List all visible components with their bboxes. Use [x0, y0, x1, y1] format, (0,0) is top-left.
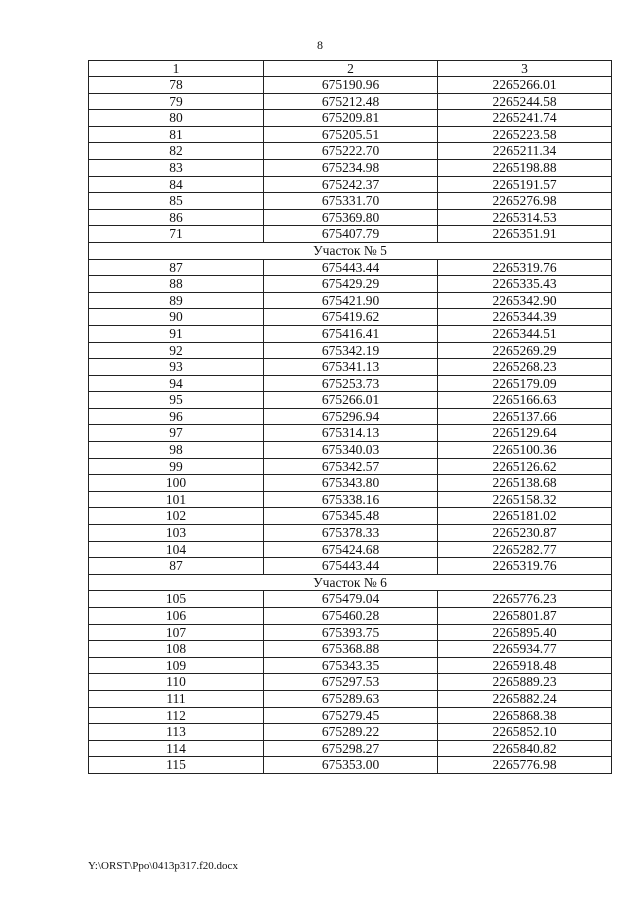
- table-body: [89, 61, 612, 774]
- y-coordinate-cell: 2265319.76: [438, 259, 612, 276]
- x-coordinate-cell: 675340.03: [264, 442, 438, 459]
- table-row: [89, 93, 612, 110]
- table-row: [89, 525, 612, 542]
- y-coordinate-cell: 2265276.98: [438, 193, 612, 210]
- y-coordinate-cell: 2265269.29: [438, 342, 612, 359]
- x-coordinate-cell: 675296.94: [264, 408, 438, 425]
- page-number: 8: [317, 38, 323, 52]
- point-number-cell: 115: [89, 757, 264, 774]
- table-row: [89, 143, 612, 160]
- x-coordinate-cell: 675253.73: [264, 375, 438, 392]
- point-number-cell: 92: [89, 342, 264, 359]
- table-row: [89, 209, 612, 226]
- y-coordinate-cell: 2265801.87: [438, 608, 612, 625]
- x-coordinate-cell: 675460.28: [264, 608, 438, 625]
- y-coordinate-cell: 2265852.10: [438, 724, 612, 741]
- y-coordinate-cell: 2265342.90: [438, 292, 612, 309]
- x-coordinate-cell: 675429.29: [264, 276, 438, 293]
- table-row: [89, 591, 612, 608]
- x-coordinate-cell: 675353.00: [264, 757, 438, 774]
- table-row: [89, 740, 612, 757]
- y-coordinate-cell: 2265211.34: [438, 143, 612, 160]
- table-row: [89, 757, 612, 774]
- table-row: [89, 126, 612, 143]
- x-coordinate-cell: 675242.37: [264, 176, 438, 193]
- table-row: [89, 375, 612, 392]
- point-number-cell: 71: [89, 226, 264, 243]
- point-number-cell: 101: [89, 491, 264, 508]
- y-coordinate-cell: 2265268.23: [438, 359, 612, 376]
- table-row: [89, 159, 612, 176]
- point-number-cell: 88: [89, 276, 264, 293]
- point-number-cell: 109: [89, 657, 264, 674]
- x-coordinate-cell: 675419.62: [264, 309, 438, 326]
- y-coordinate-cell: 2265344.51: [438, 325, 612, 342]
- table-row: [89, 292, 612, 309]
- x-coordinate-cell: 675368.88: [264, 641, 438, 658]
- x-coordinate-cell: 675421.90: [264, 292, 438, 309]
- table-row: [89, 641, 612, 658]
- x-coordinate-cell: 675341.13: [264, 359, 438, 376]
- point-number-cell: 94: [89, 375, 264, 392]
- table-row: [89, 259, 612, 276]
- point-number-cell: 87: [89, 558, 264, 575]
- point-number-cell: 105: [89, 591, 264, 608]
- point-number-cell: 80: [89, 110, 264, 127]
- point-number-cell: 85: [89, 193, 264, 210]
- section-heading-row: [89, 242, 612, 259]
- y-coordinate-cell: 2265314.53: [438, 209, 612, 226]
- y-coordinate-cell: 2265918.48: [438, 657, 612, 674]
- point-number-cell: 104: [89, 541, 264, 558]
- y-coordinate-cell: 2265934.77: [438, 641, 612, 658]
- x-coordinate-cell: 675190.96: [264, 77, 438, 94]
- table-row: [89, 674, 612, 691]
- section-heading: Участок № 5: [89, 242, 612, 259]
- x-coordinate-cell: 675479.04: [264, 591, 438, 608]
- point-number-cell: 110: [89, 674, 264, 691]
- y-coordinate-cell: 2265179.09: [438, 375, 612, 392]
- y-coordinate-cell: 2265158.32: [438, 491, 612, 508]
- point-number-cell: 103: [89, 525, 264, 542]
- table-row: [89, 690, 612, 707]
- x-coordinate-cell: 675209.81: [264, 110, 438, 127]
- y-coordinate-cell: 2265100.36: [438, 442, 612, 459]
- table-row: [89, 193, 612, 210]
- table-row: [89, 475, 612, 492]
- point-number-cell: 91: [89, 325, 264, 342]
- point-number-cell: 97: [89, 425, 264, 442]
- point-number-cell: 87: [89, 259, 264, 276]
- x-coordinate-cell: 675331.70: [264, 193, 438, 210]
- point-number-cell: 102: [89, 508, 264, 525]
- point-number-cell: 90: [89, 309, 264, 326]
- x-coordinate-cell: 675343.35: [264, 657, 438, 674]
- y-coordinate-cell: 2265223.58: [438, 126, 612, 143]
- point-number-cell: 114: [89, 740, 264, 757]
- x-coordinate-cell: 675343.80: [264, 475, 438, 492]
- footer-file-path: Y:\ORST\Ppo\0413p317.f20.docx: [88, 860, 238, 872]
- x-coordinate-cell: 675424.68: [264, 541, 438, 558]
- x-coordinate-cell: 675443.44: [264, 558, 438, 575]
- y-coordinate-cell: 2265344.39: [438, 309, 612, 326]
- table-row: [89, 392, 612, 409]
- point-number-cell: 108: [89, 641, 264, 658]
- table-row: [89, 491, 612, 508]
- y-coordinate-cell: 2265882.24: [438, 690, 612, 707]
- table-row: [89, 110, 612, 127]
- point-number-cell: 111: [89, 690, 264, 707]
- coordinates-table: [88, 60, 612, 774]
- table-row: [89, 342, 612, 359]
- x-coordinate-cell: 675222.70: [264, 143, 438, 160]
- table-row: [89, 408, 612, 425]
- table-row: [89, 541, 612, 558]
- x-coordinate-cell: 675212.48: [264, 93, 438, 110]
- point-number-cell: 96: [89, 408, 264, 425]
- y-coordinate-cell: 2265266.01: [438, 77, 612, 94]
- point-number-cell: 99: [89, 458, 264, 475]
- x-coordinate-cell: 675342.19: [264, 342, 438, 359]
- y-coordinate-cell: 2265776.98: [438, 757, 612, 774]
- table-row: [89, 558, 612, 575]
- y-coordinate-cell: 2265198.88: [438, 159, 612, 176]
- point-number-cell: 93: [89, 359, 264, 376]
- table-row: [89, 442, 612, 459]
- x-coordinate-cell: 675289.63: [264, 690, 438, 707]
- point-number-cell: 81: [89, 126, 264, 143]
- y-coordinate-cell: 2265166.63: [438, 392, 612, 409]
- point-number-cell: 100: [89, 475, 264, 492]
- point-number-cell: 83: [89, 159, 264, 176]
- x-coordinate-cell: 675393.75: [264, 624, 438, 641]
- column-header: 1: [89, 61, 264, 77]
- point-number-cell: 89: [89, 292, 264, 309]
- y-coordinate-cell: 2265335.43: [438, 276, 612, 293]
- x-coordinate-cell: 675338.16: [264, 491, 438, 508]
- point-number-cell: 82: [89, 143, 264, 160]
- point-number-cell: 113: [89, 724, 264, 741]
- table-row: [89, 77, 612, 94]
- table-row: [89, 624, 612, 641]
- x-coordinate-cell: 675297.53: [264, 674, 438, 691]
- table-row: [89, 458, 612, 475]
- table-row: [89, 309, 612, 326]
- y-coordinate-cell: 2265181.02: [438, 508, 612, 525]
- y-coordinate-cell: 2265126.62: [438, 458, 612, 475]
- point-number-cell: 86: [89, 209, 264, 226]
- y-coordinate-cell: 2265351.91: [438, 226, 612, 243]
- y-coordinate-cell: 2265241.74: [438, 110, 612, 127]
- table-header-row: [89, 61, 612, 77]
- table-row: [89, 226, 612, 243]
- x-coordinate-cell: 675369.80: [264, 209, 438, 226]
- y-coordinate-cell: 2265776.23: [438, 591, 612, 608]
- x-coordinate-cell: 675279.45: [264, 707, 438, 724]
- point-number-cell: 79: [89, 93, 264, 110]
- x-coordinate-cell: 675342.57: [264, 458, 438, 475]
- x-coordinate-cell: 675314.13: [264, 425, 438, 442]
- point-number-cell: 78: [89, 77, 264, 94]
- y-coordinate-cell: 2265319.76: [438, 558, 612, 575]
- point-number-cell: 107: [89, 624, 264, 641]
- table-row: [89, 276, 612, 293]
- x-coordinate-cell: 675345.48: [264, 508, 438, 525]
- table-row: [89, 608, 612, 625]
- x-coordinate-cell: 675378.33: [264, 525, 438, 542]
- section-heading: Участок № 6: [89, 574, 612, 591]
- table-row: [89, 657, 612, 674]
- point-number-cell: 98: [89, 442, 264, 459]
- table-row: [89, 724, 612, 741]
- x-coordinate-cell: 675443.44: [264, 259, 438, 276]
- column-header: 3: [438, 61, 612, 77]
- point-number-cell: 106: [89, 608, 264, 625]
- x-coordinate-cell: 675416.41: [264, 325, 438, 342]
- y-coordinate-cell: 2265137.66: [438, 408, 612, 425]
- column-header: 2: [264, 61, 438, 77]
- y-coordinate-cell: 2265138.68: [438, 475, 612, 492]
- y-coordinate-cell: 2265244.58: [438, 93, 612, 110]
- point-number-cell: 95: [89, 392, 264, 409]
- table-row: [89, 425, 612, 442]
- y-coordinate-cell: 2265282.77: [438, 541, 612, 558]
- table-row: [89, 359, 612, 376]
- point-number-cell: 112: [89, 707, 264, 724]
- table-row: [89, 707, 612, 724]
- x-coordinate-cell: 675234.98: [264, 159, 438, 176]
- y-coordinate-cell: 2265895.40: [438, 624, 612, 641]
- y-coordinate-cell: 2265868.38: [438, 707, 612, 724]
- x-coordinate-cell: 675205.51: [264, 126, 438, 143]
- y-coordinate-cell: 2265191.57: [438, 176, 612, 193]
- table-row: [89, 325, 612, 342]
- x-coordinate-cell: 675289.22: [264, 724, 438, 741]
- y-coordinate-cell: 2265840.82: [438, 740, 612, 757]
- table-row: [89, 508, 612, 525]
- x-coordinate-cell: 675298.27: [264, 740, 438, 757]
- point-number-cell: 84: [89, 176, 264, 193]
- y-coordinate-cell: 2265230.87: [438, 525, 612, 542]
- x-coordinate-cell: 675266.01: [264, 392, 438, 409]
- x-coordinate-cell: 675407.79: [264, 226, 438, 243]
- y-coordinate-cell: 2265889.23: [438, 674, 612, 691]
- table-row: [89, 176, 612, 193]
- section-heading-row: [89, 574, 612, 591]
- y-coordinate-cell: 2265129.64: [438, 425, 612, 442]
